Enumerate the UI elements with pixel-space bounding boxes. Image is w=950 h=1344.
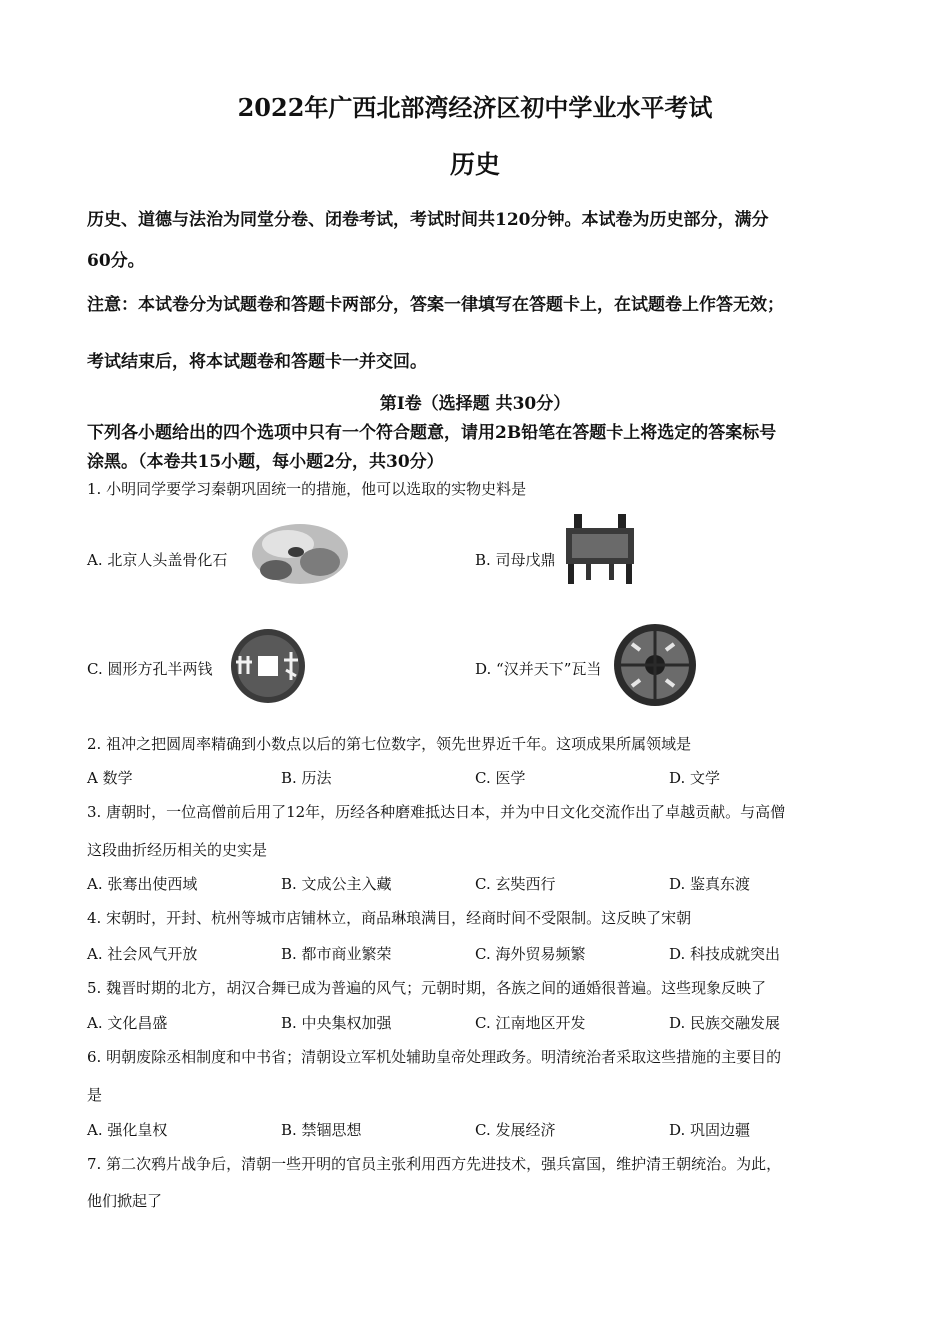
question-6-line-2: 是 (87, 1086, 103, 1104)
notice-line-1: 注意：本试卷分为试题卷和答题卡两部分，答案一律填写在答题卡上，在试题卷上作答无效； (87, 295, 784, 315)
section-instruction-1: 下列各小题给出的四个选项中只有一个符合题意，请用2B铅笔在答题卡上将选定的答案标号 (87, 423, 777, 443)
intro-line-1: 历史、道德与法治为同堂分卷、闭卷考试，考试时间共120分钟。本试卷为历史部分，满分 (87, 210, 769, 230)
q4-option-b: B. 都市商业繁荣 (281, 945, 392, 963)
q2-option-a: A 数学 (87, 769, 133, 787)
question-1: 1. 小明同学要学习秦朝巩固统一的措施，他可以选取的实物史料是 (87, 480, 527, 498)
q5-option-c: C. 江南地区开发 (475, 1014, 586, 1032)
q4-option-d: D. 科技成就突出 (669, 945, 781, 963)
q3-option-a: A. 张骞出使西域 (87, 875, 198, 893)
notice-line-2: 考试结束后，将本试题卷和答题卡一并交回。 (87, 352, 427, 372)
q3-option-d: D. 鉴真东渡 (669, 875, 751, 893)
q2-option-d: D. 文学 (669, 769, 721, 787)
exam-title: 2022年广西北部湾经济区初中学业水平考试 (237, 93, 713, 122)
q6-option-a: A. 强化皇权 (87, 1121, 168, 1139)
q5-option-d: D. 民族交融发展 (669, 1014, 781, 1032)
banliang-coin-image (228, 626, 308, 706)
q1-option-b: B. 司母戊鼎 (475, 551, 556, 569)
q5-option-a: A. 文化昌盛 (87, 1014, 168, 1032)
q6-option-b: B. 禁锢思想 (281, 1121, 362, 1139)
question-6-line-1: 6. 明朝废除丞相制度和中书省；清朝设立军机处辅助皇帝处理政务。明清统治者采取这些措施的主要目的 (87, 1048, 782, 1066)
section-instruction-2: 涂黑。（本卷共15小题，每小题2分，共30分） (87, 452, 444, 472)
q4-option-a: A. 社会风气开放 (87, 945, 198, 963)
intro-line-2: 60分。 (87, 251, 145, 271)
question-7-line-1: 7. 第二次鸦片战争后，清朝一些开明的官员主张利用西方先进技术，强兵富国，维护清王朝统治。为此， (87, 1155, 782, 1173)
q3-option-b: B. 文成公主入藏 (281, 875, 392, 893)
q4-option-c: C. 海外贸易频繁 (475, 945, 586, 963)
q6-option-c: C. 发展经济 (475, 1121, 556, 1139)
q1-option-d: D. “汉并天下”瓦当 (475, 660, 602, 678)
q1-option-c: C. 圆形方孔半两钱 (87, 660, 213, 678)
question-3-line-2: 这段曲折经历相关的史实是 (87, 841, 268, 859)
q2-option-c: C. 医学 (475, 769, 526, 787)
bronze-ding-image (562, 512, 638, 586)
q1-option-a: A. 北京人头盖骨化石 (87, 551, 228, 569)
skull-fossil-image (246, 516, 354, 588)
section-heading: 第Ⅰ卷（选择题 共30分） (379, 394, 571, 414)
question-5: 5. 魏晋时期的北方，胡汉合舞已成为普遍的风气；元朝时期，各族之间的通婚很普遍。这些现象反映了 (87, 979, 767, 997)
q5-option-b: B. 中央集权加强 (281, 1014, 392, 1032)
q2-option-b: B. 历法 (281, 769, 332, 787)
question-4: 4. 宋朝时，开封、杭州等城市店铺林立，商品琳琅满目，经商时间不受限制。这反映了宋朝 (87, 909, 692, 927)
subject-title: 历史 (449, 150, 500, 179)
q6-option-d: D. 巩固边疆 (669, 1121, 751, 1139)
question-7-line-2: 他们掀起了 (87, 1192, 163, 1210)
tile-end-image (612, 622, 698, 708)
q3-option-c: C. 玄奘西行 (475, 875, 556, 893)
question-2: 2. 祖冲之把圆周率精确到小数点以后的第七位数字，领先世界近千年。这项成果所属领域是 (87, 735, 692, 753)
question-3-line-1: 3. 唐朝时，一位高僧前后用了12年，历经各种磨难抵达日本，并为中日文化交流作出了卓越贡献。与高僧 (87, 803, 786, 821)
